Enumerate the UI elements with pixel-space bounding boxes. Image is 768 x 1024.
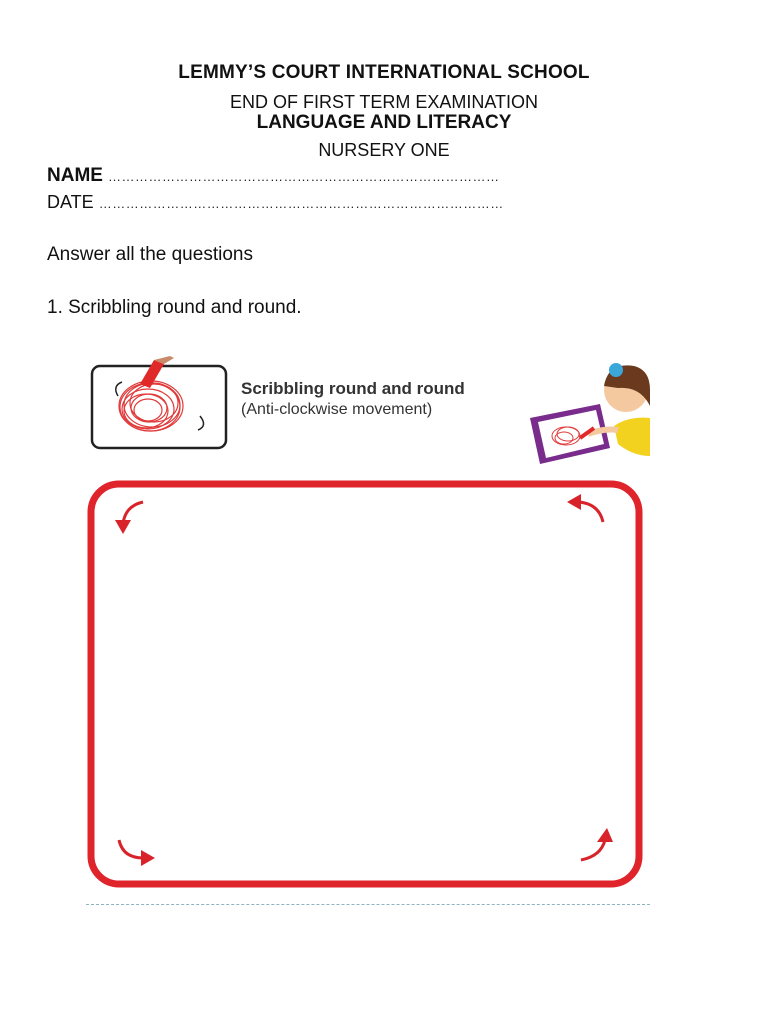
question-1: 1. Scribbling round and round. [47,297,302,318]
class-title: NURSERY ONE [318,140,450,160]
drawing-frame[interactable] [85,478,645,890]
name-dots: …………………………………………………………………………… [107,169,500,184]
date-dots: ……………………………………………………………………………… [98,196,504,211]
name-field[interactable] [47,165,499,187]
name-label: NAME [47,165,103,186]
dashed-divider [86,904,650,905]
date-label: DATE [47,192,94,212]
subject-title: LANGUAGE AND LITERACY [256,112,512,133]
exam-title: END OF FIRST TERM EXAMINATION [229,92,539,112]
instructions: Answer all the questions [47,244,253,265]
illustration-title: Scribbling round and round [241,379,465,398]
girl-drawing-icon [530,363,650,464]
illustration-subtitle: (Anti-clockwise movement) [241,401,433,418]
date-field[interactable] [47,192,504,213]
school-name: LEMMY’S COURT INTERNATIONAL SCHOOL [178,62,590,83]
scribble-example-box [92,366,226,448]
